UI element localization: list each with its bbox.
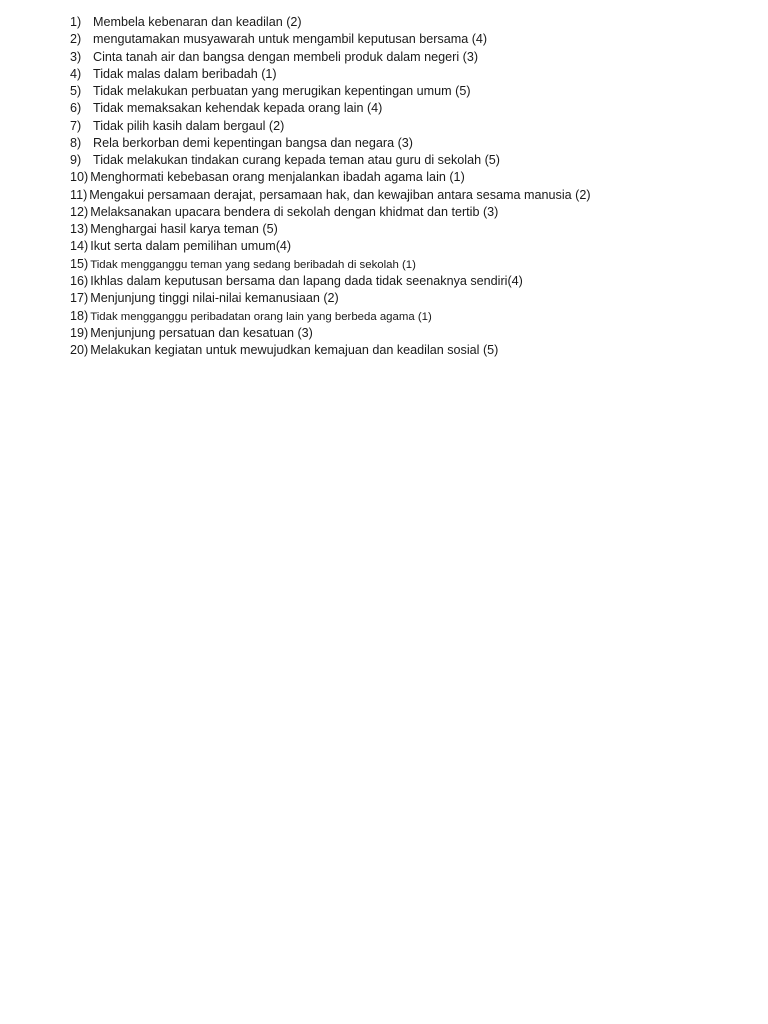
list-item xyxy=(70,238,591,255)
list-item xyxy=(70,49,591,66)
item-number: 18) xyxy=(70,308,89,323)
list-item xyxy=(70,290,591,307)
numbered-list xyxy=(70,14,591,359)
item-number: 6) xyxy=(70,101,82,116)
item-text: mengutamakan musyawarah untuk mengambil keputusan bersama (4) xyxy=(93,32,488,47)
item-text: Cinta tanah air dan bangsa dengan membeli produk dalam negeri (3) xyxy=(93,49,479,64)
list-item xyxy=(70,152,591,169)
item-text: Tidak pilih kasih dalam bergaul (2) xyxy=(93,118,285,133)
list-item xyxy=(70,100,591,117)
item-number: 4) xyxy=(70,66,82,81)
item-number: 11) xyxy=(70,187,88,202)
item-text: Membela kebenaran dan keadilan (2) xyxy=(93,15,302,29)
item-text: Tidak mengganggu teman yang sedang beribadah di sekolah (1) xyxy=(90,258,416,271)
list-item xyxy=(70,187,591,204)
list-item xyxy=(70,256,591,273)
item-text: Melaksanakan upacara bendera di sekolah dengan khidmat dan tertib (3) xyxy=(90,204,499,219)
item-text: Rela berkorban demi kepentingan bangsa dan negara (3) xyxy=(93,135,413,150)
list-item xyxy=(70,31,591,48)
item-number: 19) xyxy=(70,325,89,340)
list-item xyxy=(70,135,591,152)
item-number: 1) xyxy=(70,15,82,29)
item-text: Tidak melakukan tindakan curang kepada teman atau guru di sekolah (5) xyxy=(93,153,500,168)
list-item xyxy=(70,66,591,83)
item-number: 17) xyxy=(70,291,89,306)
list-item xyxy=(70,118,591,135)
item-number: 20) xyxy=(70,343,89,358)
item-number: 15) xyxy=(70,256,89,271)
item-text: Menghargai hasil karya teman (5) xyxy=(90,222,278,237)
item-number: 14) xyxy=(70,239,89,254)
list-item xyxy=(70,308,591,325)
item-number: 13) xyxy=(70,222,89,237)
item-text: Tidak mengganggu peribadatan orang lain yang berbeda agama (1) xyxy=(90,310,432,323)
item-number: 5) xyxy=(70,84,82,99)
item-number: 12) xyxy=(70,204,89,219)
item-number: 2) xyxy=(70,32,82,47)
item-number: 10) xyxy=(70,170,89,185)
list-item xyxy=(70,83,591,100)
list-item xyxy=(70,14,591,31)
list-item xyxy=(70,325,591,342)
item-text: Menjunjung tinggi nilai-nilai kemanusiaan (2) xyxy=(90,291,339,306)
item-text: Mengakui persamaan derajat, persamaan hak, dan kewajiban antara sesama manusia (2) xyxy=(89,187,591,202)
item-text: Tidak melakukan perbuatan yang merugikan kepentingan umum (5) xyxy=(93,84,471,99)
list-item xyxy=(70,204,591,221)
item-text: Menghormati kebebasan orang menjalankan ibadah agama lain (1) xyxy=(90,170,465,185)
item-number: 8) xyxy=(70,135,82,150)
item-text: Ikut serta dalam pemilihan umum(4) xyxy=(90,239,292,254)
item-text: Tidak malas dalam beribadah (1) xyxy=(93,66,277,81)
item-text: Ikhlas dalam keputusan bersama dan lapang dada tidak seenaknya sendiri(4) xyxy=(90,273,523,288)
item-number: 7) xyxy=(70,118,82,133)
item-text: Melakukan kegiatan untuk mewujudkan kemajuan dan keadilan sosial (5) xyxy=(90,343,499,358)
item-number: 16) xyxy=(70,273,89,288)
item-text: Menjunjung persatuan dan kesatuan (3) xyxy=(90,325,313,340)
item-number: 9) xyxy=(70,153,82,168)
list-item xyxy=(70,273,591,290)
item-text: Tidak memaksakan kehendak kepada orang lain (4) xyxy=(93,101,383,116)
list-item xyxy=(70,221,591,238)
list-item xyxy=(70,342,591,359)
item-number: 3) xyxy=(70,49,82,64)
list-item xyxy=(70,169,591,186)
